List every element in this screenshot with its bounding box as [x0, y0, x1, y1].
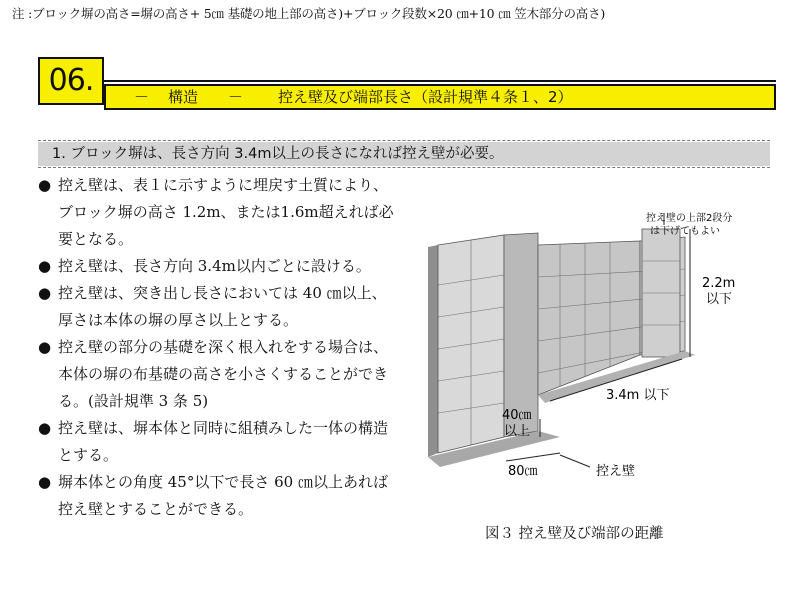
projection-line2: 以上 — [504, 424, 531, 439]
title-dash-left: － — [134, 88, 150, 106]
figure-caption: 図３ 控え壁及び端部の距離 — [485, 526, 664, 542]
subheading: 1. ブロック塀は、長さ方向 3.4m以上の長さになれば控え壁が必要。 — [38, 142, 770, 166]
bullet-dot: ● — [38, 338, 52, 356]
title-dash-right: － — [228, 88, 244, 106]
bullet-text: 控え壁の部分の基礎を深く根入れをする場合は、本体の塀の布基礎の高さを小さくすることができる。(設計規準 3 条 5) — [58, 338, 389, 410]
projection-line1: 40㎝ — [502, 408, 532, 423]
bullet-dot: ● — [38, 419, 52, 437]
bullet-item — [38, 469, 398, 523]
bullet-list — [38, 172, 398, 523]
bullet-dot: ● — [38, 284, 52, 302]
callout-top-line1: 控え壁の上部2段分 — [646, 213, 733, 224]
bullet-text: 控え壁は、突き出し長さにおいては 40 ㎝以上、厚さは本体の塀の厚さ以上とする。 — [58, 284, 387, 329]
bullet-text: 控え壁は、表１に示すように埋戻す土質により、ブロック塀の高さ 1.2m、または1.6m超えれば必要となる。 — [58, 176, 394, 248]
divider-top — [38, 140, 770, 141]
section-rule — [104, 80, 776, 82]
section-number: 06. — [38, 57, 104, 105]
bullet-item — [38, 415, 398, 469]
bullet-item — [38, 253, 398, 280]
height-note: 注 :ブロック塀の高さ=塀の高さ+ 5㎝ 基礎の地上部の高さ)+ブロック段数×20 ㎝+10 ㎝ 笠木部分の高さ) — [12, 6, 606, 21]
title-main: 構造 — [168, 88, 199, 106]
spacing-label: 3.4m 以下 — [606, 388, 670, 403]
callout-top-line2: は下げてもよい — [650, 226, 720, 237]
bullet-item — [38, 172, 398, 253]
title-sub: 控え壁及び端部長さ（設計規準４条１、2） — [278, 88, 573, 106]
divider-bottom — [38, 167, 770, 168]
height-line2: 以下 — [706, 292, 733, 307]
bullet-text: 控え壁は、長さ方向 3.4m以内ごとに設ける。 — [58, 257, 371, 275]
width-label: 80㎝ — [508, 464, 538, 479]
bullet-dot: ● — [38, 257, 52, 275]
bullet-item — [38, 280, 398, 334]
height-line1: 2.2m — [702, 276, 736, 291]
buttress-wall-diagram — [420, 205, 760, 490]
bullet-dot: ● — [38, 473, 52, 491]
bullet-dot: ● — [38, 176, 52, 194]
buttress-label: 控え壁 — [596, 464, 636, 479]
section-title-bar — [104, 84, 776, 110]
bullet-text: 塀本体との角度 45°以下で長さ 60 ㎝以上あれば控え壁とすることができる。 — [58, 473, 388, 518]
bullet-text: 控え壁は、塀本体と同時に組積みした一体の構造とする。 — [58, 419, 389, 464]
wall-illustration — [428, 229, 695, 467]
bullet-item — [38, 334, 398, 415]
